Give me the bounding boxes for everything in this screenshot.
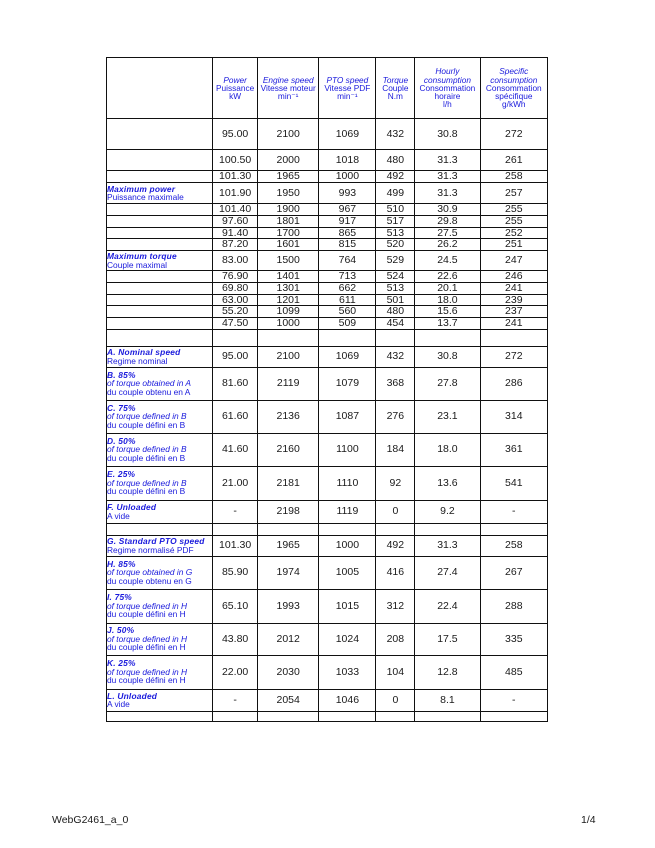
table-cell: 288	[480, 589, 547, 623]
row-label-line: du couple défini en B	[107, 452, 186, 463]
table-cell: 18.0	[415, 294, 480, 306]
table-cell: 208	[376, 623, 415, 655]
table-row	[107, 433, 548, 466]
table-cell: 251	[480, 239, 547, 251]
table-cell: 480	[376, 150, 415, 171]
table-cell: 520	[376, 239, 415, 251]
row-label-line: du couple défini en B	[107, 486, 186, 497]
row-label	[107, 500, 213, 523]
table-cell: 1801	[258, 215, 319, 227]
table-cell: 1993	[258, 589, 319, 623]
table-cell	[319, 523, 376, 535]
table-cell: 1069	[319, 346, 376, 367]
row-label	[107, 367, 213, 400]
table-cell: 267	[480, 556, 547, 589]
table-cell: 43.80	[213, 623, 258, 655]
table-cell: 13.6	[415, 466, 480, 500]
row-label-line: Maximum power	[107, 183, 176, 194]
table-row	[107, 183, 548, 204]
row-label-line: K. 25%	[107, 658, 136, 669]
table-cell: 21.00	[213, 466, 258, 500]
table-cell	[415, 329, 480, 346]
table-cell	[258, 329, 319, 346]
table-cell: 63.00	[213, 294, 258, 306]
table-cell: 917	[319, 215, 376, 227]
table-cell: 100.50	[213, 150, 258, 171]
column-header-en: PTO speed	[326, 74, 369, 85]
table-cell: 30.9	[415, 204, 480, 216]
table-cell: 510	[376, 204, 415, 216]
column-header-unit: l/h	[443, 99, 452, 110]
table-row	[107, 239, 548, 251]
table-row	[107, 400, 548, 433]
row-label-line: of torque obtained in A	[107, 378, 191, 389]
row-label	[107, 183, 213, 204]
table-cell: 92	[376, 466, 415, 500]
table-row	[107, 711, 548, 721]
row-label	[107, 535, 213, 556]
table-cell: 2119	[258, 367, 319, 400]
table-cell: 17.5	[415, 623, 480, 655]
table-cell: 27.8	[415, 367, 480, 400]
table-cell: 2054	[258, 689, 319, 711]
table-cell: 1301	[258, 282, 319, 294]
column-header-unit: min⁻¹	[277, 91, 299, 102]
table-row	[107, 251, 548, 271]
row-label	[107, 119, 213, 150]
table-cell: 2012	[258, 623, 319, 655]
row-label-line: of torque defined in H	[107, 633, 188, 644]
table-row	[107, 204, 548, 216]
table-row	[107, 523, 548, 535]
column-header-fr: Consommation horaire	[419, 82, 476, 102]
table-cell: 239	[480, 294, 547, 306]
row-label-line: H. 85%	[107, 558, 136, 569]
column-header	[480, 58, 547, 119]
row-label-line: du couple défini en H	[107, 609, 186, 620]
table-cell: 2100	[258, 346, 319, 367]
table-cell	[480, 523, 547, 535]
table-cell: -	[213, 689, 258, 711]
table-cell: 255	[480, 215, 547, 227]
table-cell: 20.1	[415, 282, 480, 294]
table-cell: 485	[480, 655, 547, 689]
table-cell: 480	[376, 306, 415, 318]
column-header-en: Torque	[382, 74, 409, 85]
table-cell: 335	[480, 623, 547, 655]
table-cell: 1099	[258, 306, 319, 318]
table-cell: 47.50	[213, 318, 258, 330]
table-cell: 272	[480, 119, 547, 150]
row-label-line: F. Unloaded	[107, 502, 157, 513]
table-row	[107, 623, 548, 655]
column-header-en: Engine speed	[262, 74, 314, 85]
table-cell: 9.2	[415, 500, 480, 523]
table-cell: 252	[480, 227, 547, 239]
row-label-line: B. 85%	[107, 369, 136, 380]
table-cell: 41.60	[213, 433, 258, 466]
performance-table	[106, 57, 548, 722]
table-cell: 101.30	[213, 171, 258, 183]
table-cell: 26.2	[415, 239, 480, 251]
table-cell: 12.8	[415, 655, 480, 689]
table-cell: -	[480, 689, 547, 711]
table-cell: 1046	[319, 689, 376, 711]
table-cell: 95.00	[213, 119, 258, 150]
table-cell: 31.3	[415, 150, 480, 171]
table-cell: 241	[480, 318, 547, 330]
row-label-line: A. Nominal speed	[107, 347, 181, 358]
table-cell: -	[213, 500, 258, 523]
table-cell: 0	[376, 689, 415, 711]
table-cell: 81.60	[213, 367, 258, 400]
row-label	[107, 433, 213, 466]
column-header-en: Hourly consumption	[423, 66, 471, 85]
table-cell: 22.6	[415, 271, 480, 283]
table-cell: 2160	[258, 433, 319, 466]
table-cell: 13.7	[415, 318, 480, 330]
column-header-fr: Vitesse moteur	[260, 82, 316, 93]
table-cell: 261	[480, 150, 547, 171]
page-number: 1/4	[581, 814, 596, 826]
row-label-line: Puissance maximale	[107, 192, 184, 202]
table-cell: 499	[376, 183, 415, 204]
table-cell: 29.8	[415, 215, 480, 227]
column-header	[319, 58, 376, 119]
table-cell: 83.00	[213, 251, 258, 271]
table-cell: 1000	[258, 318, 319, 330]
table-cell: 15.6	[415, 306, 480, 318]
table-cell: 1900	[258, 204, 319, 216]
table-cell: 1018	[319, 150, 376, 171]
table-cell: 104	[376, 655, 415, 689]
row-label	[107, 251, 213, 271]
table-cell	[258, 523, 319, 535]
table-cell: 509	[319, 318, 376, 330]
document-id: WebG2461_a_0	[52, 814, 129, 826]
table-row	[107, 150, 548, 171]
column-header-fr: Couple	[382, 82, 409, 93]
table-row	[107, 119, 548, 150]
table-cell: 31.3	[415, 183, 480, 204]
table-cell: 1000	[319, 535, 376, 556]
column-header-unit: min⁻¹	[337, 91, 358, 102]
table-cell: 237	[480, 306, 547, 318]
table-cell: 1700	[258, 227, 319, 239]
table-cell: 993	[319, 183, 376, 204]
row-label	[107, 239, 213, 251]
table-row	[107, 466, 548, 500]
table-cell: 85.90	[213, 556, 258, 589]
table-row	[107, 556, 548, 589]
table-cell	[480, 329, 547, 346]
table-cell: 865	[319, 227, 376, 239]
table-cell: -	[480, 500, 547, 523]
row-label-line: G. Standard PTO speed	[107, 536, 205, 547]
row-label	[107, 523, 213, 535]
table-row	[107, 294, 548, 306]
row-label-line: Couple maximal	[107, 259, 168, 270]
table-cell: 101.30	[213, 535, 258, 556]
table-cell: 501	[376, 294, 415, 306]
row-label	[107, 556, 213, 589]
table-cell: 662	[319, 282, 376, 294]
table-cell: 2136	[258, 400, 319, 433]
row-label-line: Regime nominal	[107, 355, 168, 366]
table-cell: 541	[480, 466, 547, 500]
table-cell: 1601	[258, 239, 319, 251]
table-row	[107, 271, 548, 283]
table-cell: 95.00	[213, 346, 258, 367]
table-row	[107, 500, 548, 523]
column-header-unit: N.m	[387, 91, 403, 102]
table-cell: 1024	[319, 623, 376, 655]
table-cell: 101.40	[213, 204, 258, 216]
table-cell: 1100	[319, 433, 376, 466]
table-cell: 61.60	[213, 400, 258, 433]
table-cell: 1079	[319, 367, 376, 400]
column-header	[107, 58, 213, 119]
row-label-line: A vide	[107, 510, 130, 521]
table-cell	[376, 711, 415, 721]
table-cell: 1069	[319, 119, 376, 150]
row-label	[107, 204, 213, 216]
column-header	[415, 58, 480, 119]
row-label-line: of torque defined in B	[107, 477, 187, 488]
table-cell: 27.5	[415, 227, 480, 239]
table-cell: 1201	[258, 294, 319, 306]
table-row	[107, 367, 548, 400]
row-label	[107, 318, 213, 330]
table-cell: 492	[376, 535, 415, 556]
column-header	[258, 58, 319, 119]
table-cell	[319, 329, 376, 346]
table-cell: 361	[480, 433, 547, 466]
table-cell: 101.90	[213, 183, 258, 204]
column-header-unit: kW	[229, 91, 242, 102]
row-label	[107, 271, 213, 283]
row-label	[107, 171, 213, 183]
column-header-unit: g/kWh	[502, 99, 526, 110]
row-label-line: E. 25%	[107, 469, 136, 480]
table-cell: 1033	[319, 655, 376, 689]
row-label	[107, 150, 213, 171]
table-cell: 513	[376, 282, 415, 294]
table-cell: 31.3	[415, 171, 480, 183]
row-label-line: J. 50%	[107, 625, 135, 636]
table-row	[107, 282, 548, 294]
table-cell	[213, 329, 258, 346]
table-cell	[319, 711, 376, 721]
row-label	[107, 227, 213, 239]
header-row	[107, 58, 548, 119]
table-cell: 713	[319, 271, 376, 283]
table-cell: 55.20	[213, 306, 258, 318]
table-cell: 2198	[258, 500, 319, 523]
table-cell: 432	[376, 346, 415, 367]
row-label	[107, 329, 213, 346]
row-label-line: of torque defined in H	[107, 666, 188, 677]
row-label-line: du couple obtenu en G	[107, 575, 192, 586]
table-cell: 23.1	[415, 400, 480, 433]
row-label	[107, 655, 213, 689]
table-cell: 27.4	[415, 556, 480, 589]
table-cell: 517	[376, 215, 415, 227]
row-label-line: du couple défini en H	[107, 642, 186, 653]
table-cell: 1087	[319, 400, 376, 433]
table-row	[107, 655, 548, 689]
table-cell: 524	[376, 271, 415, 283]
column-header	[213, 58, 258, 119]
table-cell	[376, 329, 415, 346]
row-label	[107, 294, 213, 306]
table-cell	[376, 523, 415, 535]
table-cell: 241	[480, 282, 547, 294]
table-cell: 30.8	[415, 346, 480, 367]
table-cell: 91.40	[213, 227, 258, 239]
column-header	[376, 58, 415, 119]
table-row	[107, 535, 548, 556]
table-cell: 1110	[319, 466, 376, 500]
table-cell: 258	[480, 171, 547, 183]
row-label-line: A vide	[107, 699, 130, 709]
table-cell: 1950	[258, 183, 319, 204]
row-label	[107, 215, 213, 227]
table-cell: 69.80	[213, 282, 258, 294]
row-label-line: C. 75%	[107, 402, 136, 413]
table-row	[107, 346, 548, 367]
table-cell: 492	[376, 171, 415, 183]
table-cell: 513	[376, 227, 415, 239]
table-cell: 87.20	[213, 239, 258, 251]
table-cell: 1965	[258, 171, 319, 183]
table-row	[107, 329, 548, 346]
row-label-line: L. Unloaded	[107, 690, 158, 701]
table-cell: 560	[319, 306, 376, 318]
table-cell	[415, 711, 480, 721]
column-header-fr: Puissance	[215, 82, 255, 93]
row-label	[107, 623, 213, 655]
table-cell	[480, 711, 547, 721]
table-cell: 312	[376, 589, 415, 623]
table-cell: 967	[319, 204, 376, 216]
row-label-line: Regime normalisé PDF	[107, 544, 194, 555]
table-cell: 246	[480, 271, 547, 283]
column-header-en: Power	[223, 74, 247, 85]
table-cell: 454	[376, 318, 415, 330]
table-cell: 1974	[258, 556, 319, 589]
row-label-line: du couple défini en B	[107, 419, 186, 430]
table-row	[107, 215, 548, 227]
row-label-line: D. 50%	[107, 435, 136, 446]
row-label	[107, 711, 213, 721]
row-label	[107, 282, 213, 294]
table-cell: 24.5	[415, 251, 480, 271]
table-row	[107, 689, 548, 711]
column-header-en: Specific consumption	[490, 66, 538, 85]
row-label	[107, 346, 213, 367]
table-row	[107, 227, 548, 239]
table-cell: 1015	[319, 589, 376, 623]
table-cell: 97.60	[213, 215, 258, 227]
table-cell: 529	[376, 251, 415, 271]
table-cell: 1401	[258, 271, 319, 283]
row-label-line: du couple obtenu en A	[107, 386, 191, 397]
table-cell	[415, 523, 480, 535]
table-cell: 611	[319, 294, 376, 306]
table-row	[107, 318, 548, 330]
row-label-line: Maximum torque	[107, 251, 177, 262]
table-cell: 30.8	[415, 119, 480, 150]
table-cell: 8.1	[415, 689, 480, 711]
table-cell: 764	[319, 251, 376, 271]
table-row	[107, 306, 548, 318]
table-cell: 416	[376, 556, 415, 589]
table-row	[107, 589, 548, 623]
table-cell: 432	[376, 119, 415, 150]
table-cell: 276	[376, 400, 415, 433]
table-cell: 65.10	[213, 589, 258, 623]
table-cell: 314	[480, 400, 547, 433]
table-cell: 1005	[319, 556, 376, 589]
column-header-fr: Vitesse PDF	[324, 82, 371, 93]
table-cell: 1000	[319, 171, 376, 183]
table-cell: 258	[480, 535, 547, 556]
table-cell: 2100	[258, 119, 319, 150]
table-cell: 76.90	[213, 271, 258, 283]
row-label-line: of torque obtained in G	[107, 567, 193, 578]
table-cell	[258, 711, 319, 721]
row-label-line: of torque defined in B	[107, 411, 187, 422]
table-cell: 286	[480, 367, 547, 400]
table-cell: 22.00	[213, 655, 258, 689]
table-cell: 22.4	[415, 589, 480, 623]
table-cell: 1965	[258, 535, 319, 556]
table-cell: 0	[376, 500, 415, 523]
row-label	[107, 589, 213, 623]
table-cell: 1500	[258, 251, 319, 271]
column-header-fr: Consommation spécifique	[485, 82, 542, 102]
row-label-line: I. 75%	[107, 592, 132, 603]
table-cell: 368	[376, 367, 415, 400]
table-cell	[213, 523, 258, 535]
row-label	[107, 689, 213, 711]
table-cell: 247	[480, 251, 547, 271]
table-cell: 2030	[258, 655, 319, 689]
table-cell: 815	[319, 239, 376, 251]
table-cell: 272	[480, 346, 547, 367]
row-label-line: of torque defined in H	[107, 600, 188, 611]
row-label	[107, 400, 213, 433]
row-label	[107, 306, 213, 318]
table-cell: 31.3	[415, 535, 480, 556]
table-cell: 1119	[319, 500, 376, 523]
table-cell: 255	[480, 204, 547, 216]
table-cell	[213, 711, 258, 721]
table-cell: 257	[480, 183, 547, 204]
table-cell: 2000	[258, 150, 319, 171]
table-cell: 18.0	[415, 433, 480, 466]
row-label	[107, 466, 213, 500]
table-row	[107, 171, 548, 183]
table-cell: 2181	[258, 466, 319, 500]
row-label-line: du couple défini en H	[107, 675, 186, 686]
table-cell: 184	[376, 433, 415, 466]
row-label-line: of torque defined in B	[107, 444, 187, 455]
